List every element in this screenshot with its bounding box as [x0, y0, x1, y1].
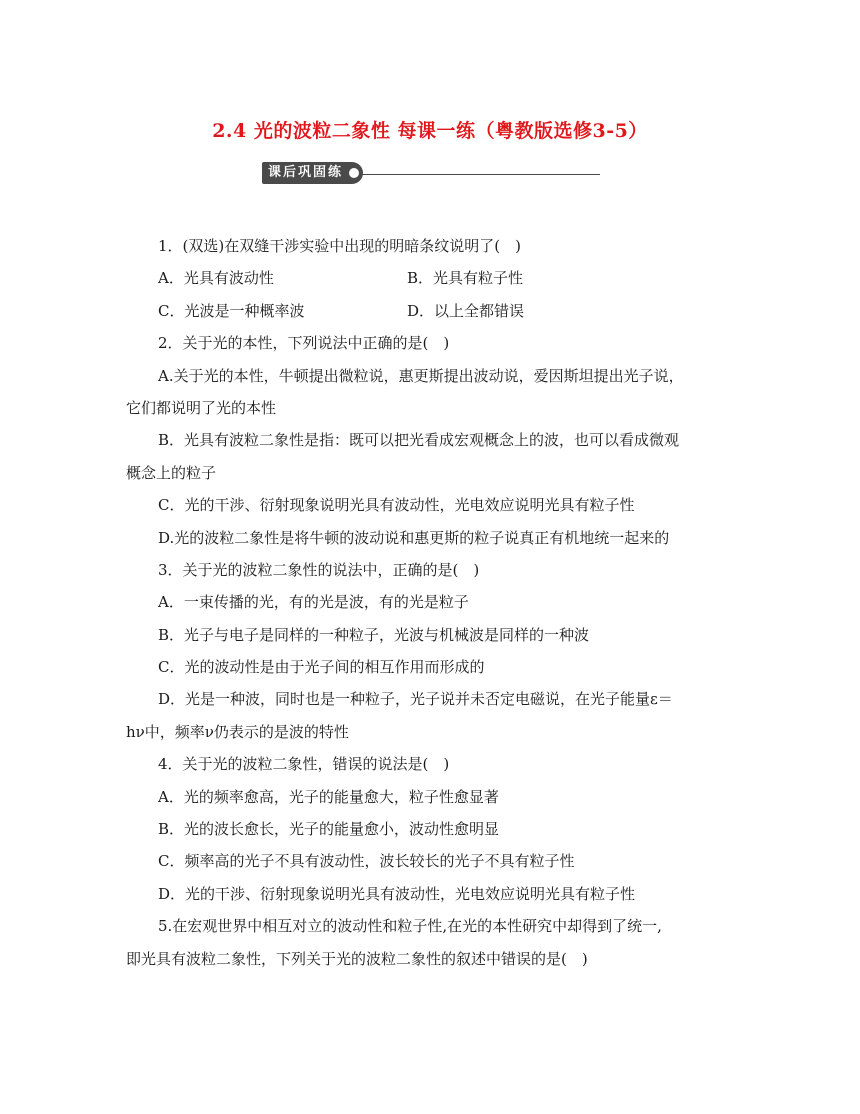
- question-4-option-c: C．频率高的光子不具有波动性，波长较长的光子不具有粒子性: [158, 852, 575, 871]
- question-1-options-row-1: [126, 262, 740, 294]
- question-2-option-a-continued: 它们都说明了光的本性: [126, 398, 277, 417]
- question-4-option-b: B．光的波长愈长，光子的能量愈小，波动性愈明显: [158, 820, 500, 839]
- question-2-option-b: B．光具有波粒二象性是指：既可以把光看成宏观概念上的波，也可以看成微观: [158, 431, 680, 450]
- question-5-stem: 5.在宏观世界中相互对立的波动性和粒子性,在光的本性研究中却得到了统一,: [158, 917, 662, 936]
- question-1-option-b: B．光具有粒子性: [407, 269, 524, 288]
- question-2-option-b-continued: 概念上的粒子: [126, 463, 217, 482]
- question-5-stem-continued: 即光具有波粒二象性，下列关于光的波粒二象性的叙述中错误的是( ): [126, 949, 588, 968]
- question-2-option-d: D.光的波粒二象性是将牛顿的波动说和惠更斯的粒子说真正有机地统一起来的: [158, 528, 670, 547]
- question-1-option-a: A．光具有波动性: [158, 269, 274, 288]
- question-1-stem: 1．(双选)在双缝干涉实验中出现的明暗条纹说明了( ): [158, 237, 521, 255]
- section-header: [262, 162, 600, 184]
- question-4-stem: 4．关于光的波粒二象性，错误的说法是( ): [158, 755, 450, 774]
- question-1-option-d: D．以上全都错误: [407, 301, 525, 320]
- question-3-option-d-continued: hν中，频率ν仍表示的是波的特性: [126, 722, 349, 741]
- question-2-stem: 2．关于光的本性，下列说法中正确的是( ): [158, 334, 450, 353]
- question-3-option-b: B．光子与电子是同样的一种粒子，光波与机械波是同样的一种波: [158, 625, 590, 644]
- section-divider-line: [362, 174, 600, 175]
- question-4-option-d: D．光的干涉、衍射现象说明光具有波动性，光电效应说明光具有粒子性: [158, 884, 636, 903]
- questions-list: [126, 230, 740, 975]
- question-1-option-c: C．光波是一种概率波: [158, 301, 305, 320]
- question-2-option-c: C．光的干涉、衍射现象说明光具有波动性，光电效应说明光具有粒子性: [158, 496, 635, 515]
- question-3-option-a: A．一束传播的光，有的光是波，有的光是粒子: [158, 593, 469, 612]
- question-3-stem: 3．关于光的波粒二象性的说法中，正确的是( ): [158, 560, 480, 579]
- bullet-dot-icon: [349, 168, 359, 178]
- section-label-text: 课后巩固练: [268, 165, 344, 180]
- question-3-option-c: C．光的波动性是由于光子间的相互作用而形成的: [158, 658, 485, 677]
- question-4-option-a: A．光的频率愈高，光子的能量愈大，粒子性愈显著: [158, 787, 499, 806]
- question-2-option-a: A.关于光的本性，牛顿提出微粒说，惠更斯提出波动说，爱因斯坦提出光子说，: [158, 366, 684, 385]
- section-label-badge: [262, 162, 363, 184]
- question-1-options-row-2: [126, 295, 740, 327]
- question-3-option-d: D．光是一种波，同时也是一种粒子，光子说并未否定电磁说，在光子能量ε＝: [158, 690, 673, 709]
- document-title: 2.4 光的波粒二象性 每课一练（粤教版选修3-5）: [212, 120, 648, 142]
